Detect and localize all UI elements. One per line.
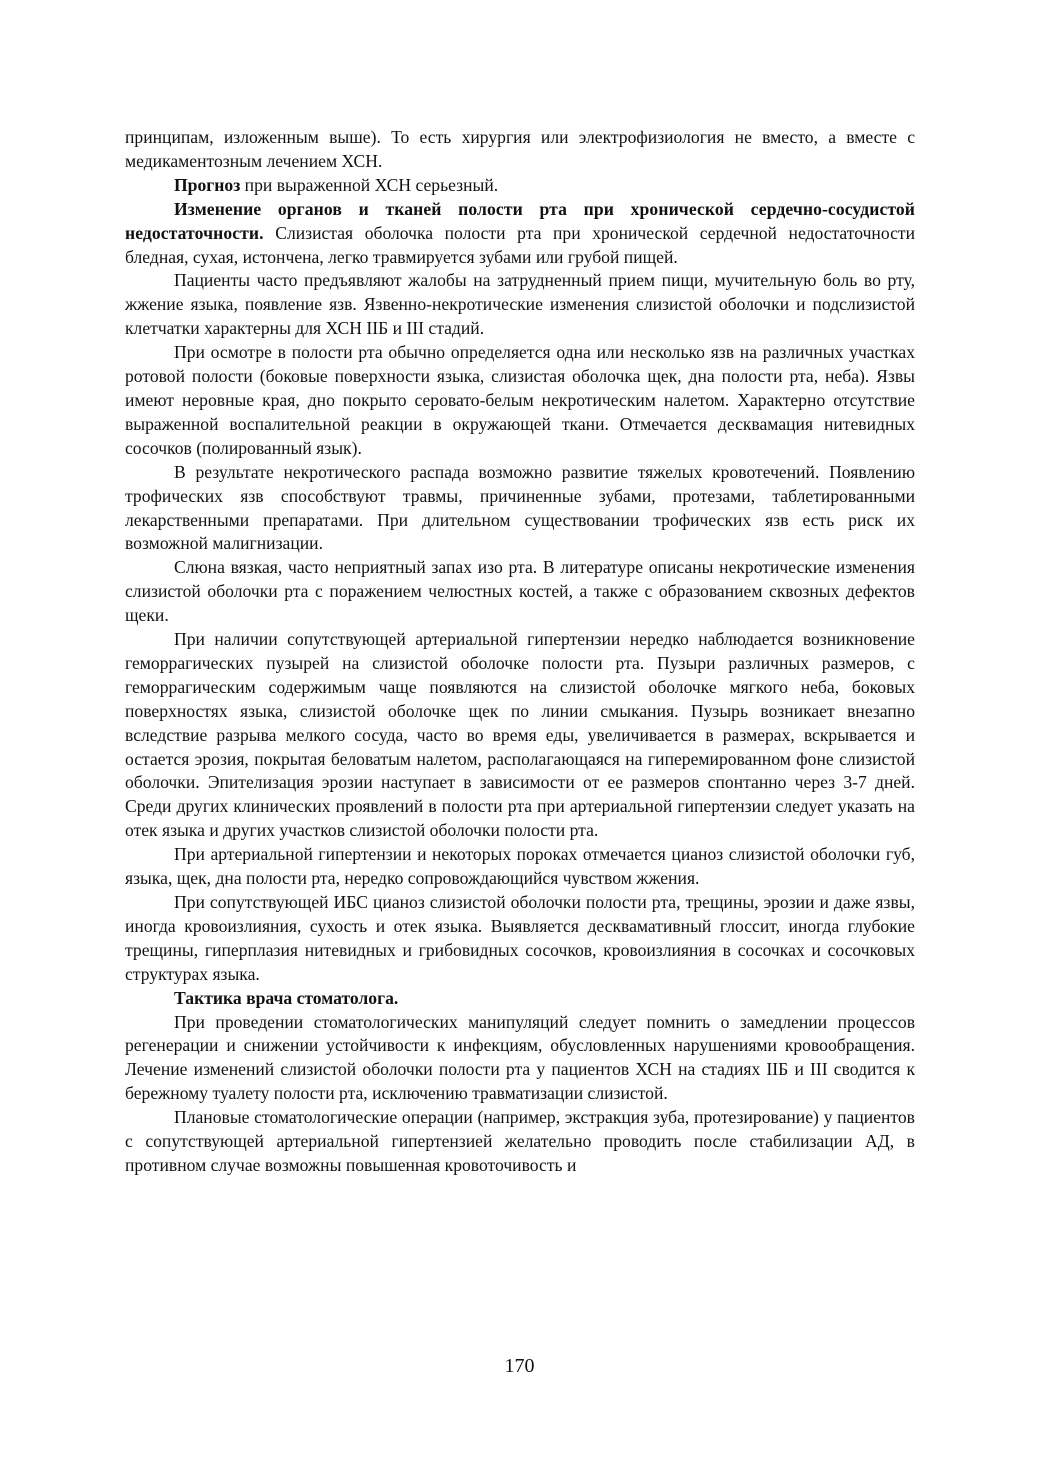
paragraph-0 <box>125 126 915 174</box>
paragraph-11 <box>125 1011 915 1107</box>
paragraph-7-text: При наличии сопутствующей артериальной гипертензии нередко наблюдается возникновение геморрагических пузырей на слизистой оболочке полости рта. Пузыри различных размеров, с геморрагическим содержимым чаще появляются на слизистой оболочке мягкого неба, боковых поверхностях языка, слизистой оболочке щек по линии смыкания. Пузырь возникает внезапно вследствие разрыва мелкого сосуда, часто во время еды, увеличивается в размерах, вскрывается и остается эрозия, покрытая беловатым налетом, располагающаяся на гиперемированном фоне слизистой оболочки. Эпителизация эрозии наступает в зависимости от ее размеров спонтанно через 3-7 дней. Среди других клинических проявлений в полости рта при артериальной гипертензии следует указать на отек языка и других участков слизистой оболочки полости рта. <box>125 629 915 841</box>
paragraph-7 <box>125 628 915 843</box>
paragraph-3 <box>125 269 915 341</box>
oral-changes-heading: Изменение органов и тканей полости рта при хронической сердечно-сосудистой недостаточности. <box>125 198 915 243</box>
paragraph-3-text: Пациенты часто предъявляют жалобы на затрудненный прием пищи, мучительную боль во рту, жжение языка, появление язв. Язвенно-некротические изменения слизистой оболочки и подслизистой клетчатки характерны для ХСН IIБ и III стадий. <box>125 270 915 339</box>
paragraph-8 <box>125 843 915 891</box>
paragraph-0-text: принципам, изложенным выше). То есть хирургия или электрофизиология не вместо, а вместе с медикаментозным лечением ХСН. <box>125 127 915 171</box>
paragraph-6 <box>125 556 915 628</box>
paragraph-tactics-heading <box>125 987 915 1011</box>
paragraph-5 <box>125 461 915 557</box>
paragraph-9 <box>125 891 915 987</box>
paragraph-5-text: В результате некротического распада возможно развитие тяжелых кровотечений. Появлению трофических язв способствуют травмы, причиненные зубами, протезами, таблетированными лекарственными препаратами. При длительном существовании трофических язв есть риск их возможной малигнизации. <box>125 461 915 554</box>
page-body <box>125 126 915 1178</box>
paragraph-9-text: При сопутствующей ИБС цианоз слизистой оболочки полости рта, трещины, эрозии и даже язвы, иногда кровоизлияния, сухость и отек языка. Выявляется десквамативный глоссит, иногда глубокие трещины, гиперплазия нитевидных и грибовидных сосочков, кровоизлияния в сосочках и сосочковых структурах языка. <box>125 892 915 984</box>
tactics-heading: Тактика врача стоматолога. <box>174 987 399 1008</box>
paragraph-4-text: При осмотре в полости рта обычно определяется одна или несколько язв на различных участках ротовой полости (боковые поверхности языка, слизистая оболочка щек, дна полости рта, неба). Язвы имеют неровные края, дно покрыто серовато-белым некротическим налетом. Характерно отсутствие выраженной воспалительной реакции в окружающей ткани. Отмечается десквамация нитевидных сосочков (полированный язык). <box>125 342 915 458</box>
paragraph-11-text: При проведении стоматологических манипуляций следует помнить о замедлении процессов регенерации и снижении устойчивости к инфекциям, обусловленных нарушениями кровообращения. Лечение изменений слизистой оболочки полости рта у пациентов ХСН на стадиях IIБ и III сводится к бережному туалету полости рта, исключению травматизации слизистой. <box>125 1011 915 1104</box>
page-number: 170 <box>504 1355 535 1377</box>
prognosis-text: при выраженной ХСН серьезный. <box>240 174 499 195</box>
oral-changes-text: Слизистая оболочка полости рта при хронической сердечной недостаточности бледная, сухая, истончена, легко травмируется зубами или грубой пищей. <box>125 222 915 267</box>
paragraph-12-text: Плановые стоматологические операции (например, экстракция зуба, протезирование) у пациентов с сопутствующей артериальной гипертензией желательно проводить после стабилизации АД, в противном случае возможны повышенная кровоточивость и <box>125 1107 915 1175</box>
paragraph-4 <box>125 341 915 461</box>
paragraph-6-text: Слюна вязкая, часто неприятный запах изо рта. В литературе описаны некротические изменения слизистой оболочки рта с поражением челюстных костей, а также с образованием сквозных дефектов щеки. <box>125 557 915 626</box>
paragraph-12 <box>125 1106 915 1178</box>
paragraph-prognosis <box>125 174 915 198</box>
paragraph-oral-changes <box>125 198 915 270</box>
prognosis-term: Прогноз <box>174 174 241 195</box>
paragraph-8-text: При артериальной гипертензии и некоторых пороках отмечается цианоз слизистой оболочки губ, языка, щек, дна полости рта, нередко сопровождающийся чувством жжения. <box>125 844 915 889</box>
